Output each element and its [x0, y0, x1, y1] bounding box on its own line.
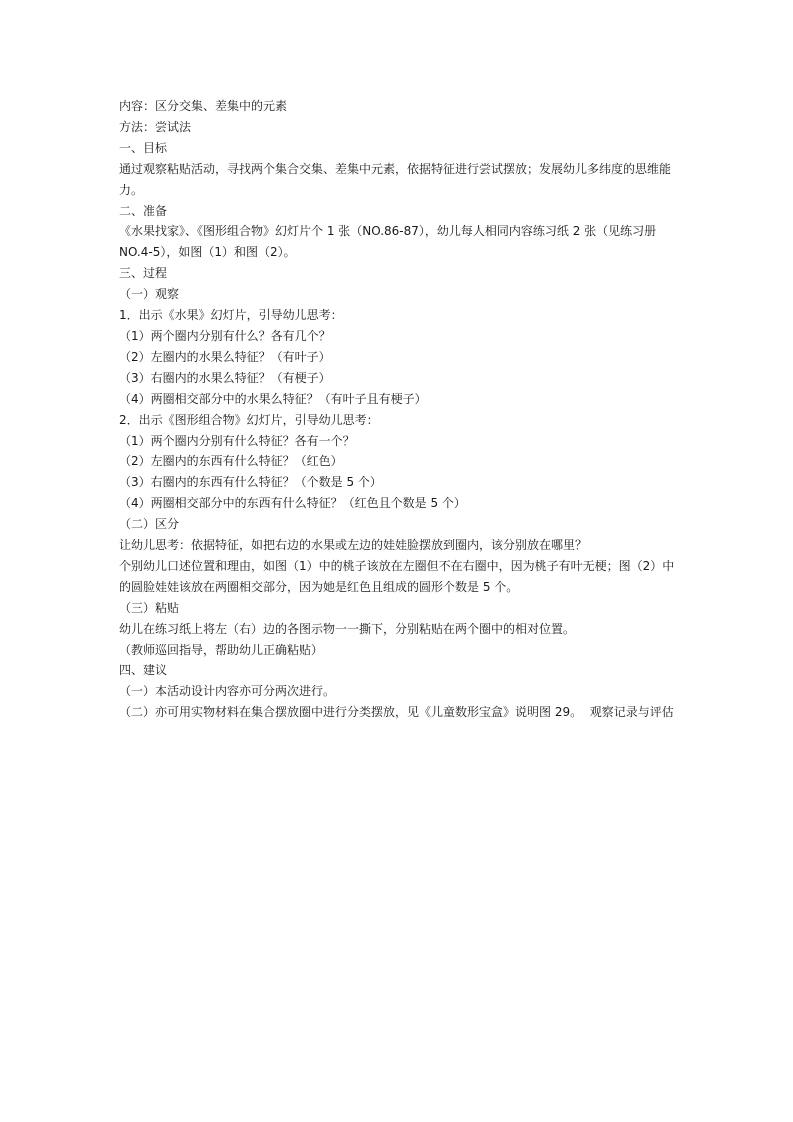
- list-item: （2）左圈内的水果么特征？（有叶子）: [119, 349, 331, 364]
- list-item: （4）两圈相交部分中的水果么特征？（有叶子且有梗子）: [119, 391, 427, 406]
- list-item: （4）两圈相交部分中的东西有什么特征？（红色且个数是 5 个）: [119, 496, 466, 511]
- section-heading-preparation: 二、准备: [119, 203, 168, 218]
- list-item: （一）本活动设计内容亦可分两次进行。: [119, 684, 336, 699]
- text-line: 2．出示《图形组合物》幻灯片，引导幼儿思考：: [119, 412, 379, 427]
- text-line: 让幼儿思考：依据特征，如把右边的水果或左边的娃娃脸摆放到圈内，该分别放在哪里？: [119, 538, 588, 553]
- list-item: （3）右圈内的东西有什么特征？（个数是 5 个）: [119, 475, 382, 490]
- section-heading-goal: 一、目标: [119, 140, 168, 155]
- subsection-heading-paste: （三）粘贴: [119, 600, 180, 615]
- list-item: （二）亦可用实物材料在集合摆放圈中进行分类摆放，见《儿童数形宝盒》说明图 29。 观察记录与评估: [119, 705, 674, 720]
- section-heading-suggestions: 四、建议: [119, 663, 168, 678]
- document-body: [119, 96, 679, 723]
- text-line-content: 内容：区分交集、差集中的元素: [119, 99, 288, 113]
- list-item: （2）左圈内的东西有什么特征？（红色）: [119, 454, 343, 469]
- list-item: （1）两个圈内分别有什么？各有几个？: [119, 328, 331, 343]
- text-line: 个别幼儿口述位置和理由，如图（1）中的桃子该放在左圈但不在右圈中，因为桃子有叶无梗；图（2）中: [119, 558, 675, 573]
- text-line: 《水果找家》、《图形组合物》幻灯片个 1 张（NO.86-87），幼儿每人相同内容练习纸 2 张（见练习册: [119, 224, 657, 239]
- text-line: 的圆脸娃娃该放在两圈相交部分，因为她是红色且组成的圆形个数是 5 个。: [119, 579, 519, 594]
- text-line: 1．出示《水果》幻灯片，引导幼儿思考：: [119, 308, 343, 323]
- section-heading-process: 三、过程: [119, 266, 168, 281]
- text-line: （教师巡回指导，帮助幼儿正确粘贴）: [119, 642, 324, 657]
- subsection-heading-distinguish: （二）区分: [119, 517, 180, 532]
- list-item: （1）两个圈内分别有什么特征？各有一个？: [119, 433, 355, 448]
- text-line: NO.4-5），如图（1）和图（2）。: [119, 245, 296, 260]
- text-line-method: 方法：尝试法: [119, 119, 192, 134]
- list-item: （3）右圈内的水果么特征？（有梗子）: [119, 370, 331, 385]
- text-line: 幼儿在练习纸上将左（右）边的各图示物一一撕下，分别粘贴在两个圈中的相对位置。: [119, 621, 576, 636]
- text-line: 通过观察粘贴活动，寻找两个集合交集、差集中元素，依据特征进行尝试摆放；发展幼儿多纬度的思维能: [119, 161, 672, 176]
- subsection-heading-observe: （一）观察: [119, 287, 180, 302]
- text-line: 力。: [119, 182, 144, 197]
